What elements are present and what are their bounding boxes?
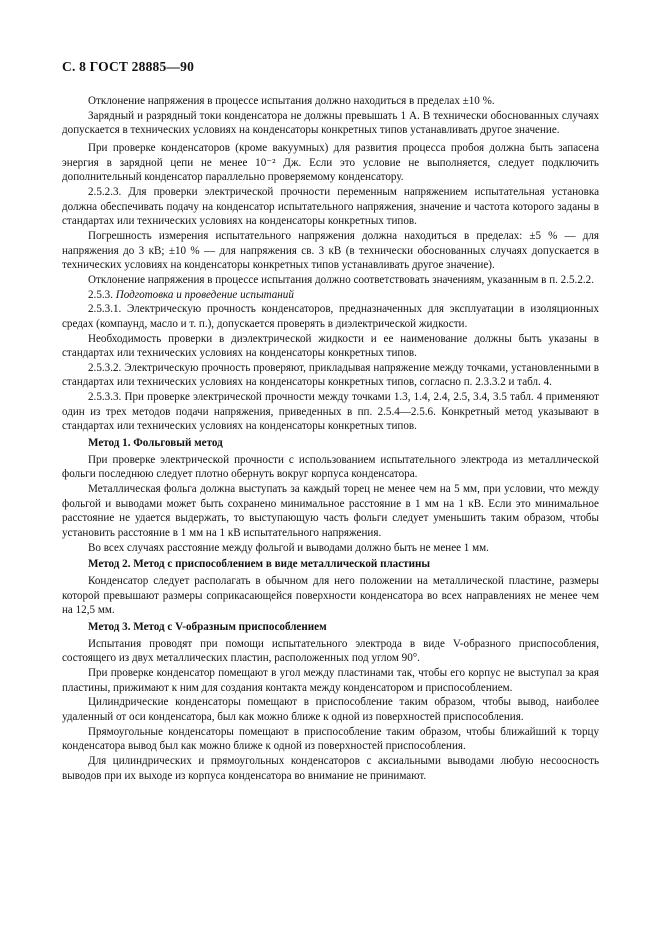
paragraph: При проверке конденсаторов (кроме вакуумных) для развития процесса пробоя должна быть запасена энергия в зарядной цепи не менее 10⁻² Дж. Если это условие не выполняется, следует подключить дополнительный конденсатор параллельно проверяемому конденсатору. [62,141,599,184]
document-body [62,94,599,783]
section-heading [62,288,599,303]
paragraph: 2.5.2.3. Для проверки электрической прочности переменным напряжением испытательная установка должна обеспечивать подачу на конденсатор испытательного напряжения, значение и частота которого заданы в стандартах или технических условиях на конденсаторы конкретных типов. [62,185,599,228]
paragraph: Во всех случаях расстояние между фольгой и выводами должно быть не менее 1 мм. [88,541,489,554]
paragraph: Погрешность измерения испытательного напряжения должна находиться в пределах: ±5 % — для напряжения до 3 кВ; ±10 % — для напряжения св. 3 кВ (в технически обоснованных случаях допускается в технических условиях на конденсаторы конкретных типов устанавливать другое значение). [62,229,599,272]
paragraph: Необходимость проверки в диэлектрической жидкости и ее наименование должны быть указаны в стандартах или технических условиях на конденсаторы конкретных типов. [62,332,599,360]
paragraph: Зарядный и разрядный токи конденсатора не должны превышать 1 А. В технически обоснованных случаях допускается в технических условиях на конденсаторы конкретных типов устанавливать другое значение. [62,109,599,137]
method-heading: Метод 3. Метод с V-образным приспособлением [88,620,327,633]
paragraph: Конденсатор следует располагать в обычном для него положении на металлической пластине, размеры которой превышают размеры соприкасающейся поверхности конденсатора во всех направлениях не менее чем на 12,5 мм. [62,575,599,617]
section-number: 2.5.3. [88,288,116,301]
paragraph: Испытания проводят при помощи испытательного электрода в виде V-образного приспособления, состоящего из двух металлических пластин, расположенных под углом 90°. [62,637,599,665]
paragraph: Цилиндрические конденсаторы помещают в приспособление таким образом, чтобы вывод, наиболее удаленный от оси конденсатора, был как можно ближе к одной из поверхностей приспособления. [62,696,599,723]
paragraph: Металлическая фольга должна выступать за каждый торец не менее чем на 5 мм, при условии, что между фольгой и выводами может быть сохранено минимальное расстояние в 1 мм на 1 кВ. Если это минимальное расстояние не удается выдержать, то выступающую часть фольги следует уменьшить таким образом, чтобы установить расстояние в 1 мм на 1 кВ испытательного напряжения. [62,483,599,540]
method-heading: Метод 1. Фольговый метод [88,437,223,450]
paragraph: При проверке электрической прочности с использованием испытательного электрода из металлической фольги последнюю следует плотно обернуть вокруг корпуса конденсатора. [62,453,599,481]
paragraph: 2.5.3.2. Электрическую прочность проверяют, прикладывая напряжение между точками, установленными в стандартах или технических условиях на конденсаторы конкретных типов, согласно п. 2.3.3.2 и табл. 4. [62,361,599,389]
section-title: Подготовка и проведение испытаний [115,288,294,301]
paragraph: Прямоугольные конденсаторы помещают в приспособление таким образом, чтобы ближайший к торцу конденсатора вывод был как можно ближе к одной из поверхностей приспособления. [62,725,599,753]
paragraph: 2.5.3.3. При проверке электрической прочности между точками 1.3, 1.4, 2.4, 2.5, 3.4, 3.5 табл. 4 применяют один из трех методов подачи напряжения, приведенных в пп. 2.5.4—2.5.6. Конкретный метод указывают в стандартах или технических условиях на конденсаторы конкретных типов. [62,391,599,433]
page-header: С. 8 ГОСТ 28885—90 [62,59,195,74]
paragraph: Для цилиндрических и прямоугольных конденсаторов с аксиальными выводами любую несоосность выводов при их выходе из корпуса конденсатора во внимание не принимают. [62,754,599,782]
method-heading: Метод 2. Метод с приспособлением в виде металлической пластины [88,558,431,571]
paragraph: 2.5.3.1. Электрическую прочность конденсаторов, предназначенных для эксплуатации в изоляционных средах (компаунд, масло и т. п.), допускается проверять в диэлектрической жидкости. [62,303,599,330]
paragraph: Отклонение напряжения в процессе испытания должно находиться в пределах ±10 %. [88,95,495,107]
paragraph: При проверке конденсатор помещают в угол между пластинами так, чтобы его корпус не выступал за края пластины, прижимают к ним для создания контакта между конденсатором и приспособлением. [62,666,599,694]
paragraph: Отклонение напряжения в процессе испытания должно соответствовать значениям, указанным в п. 2.5.2.2. [88,273,594,286]
